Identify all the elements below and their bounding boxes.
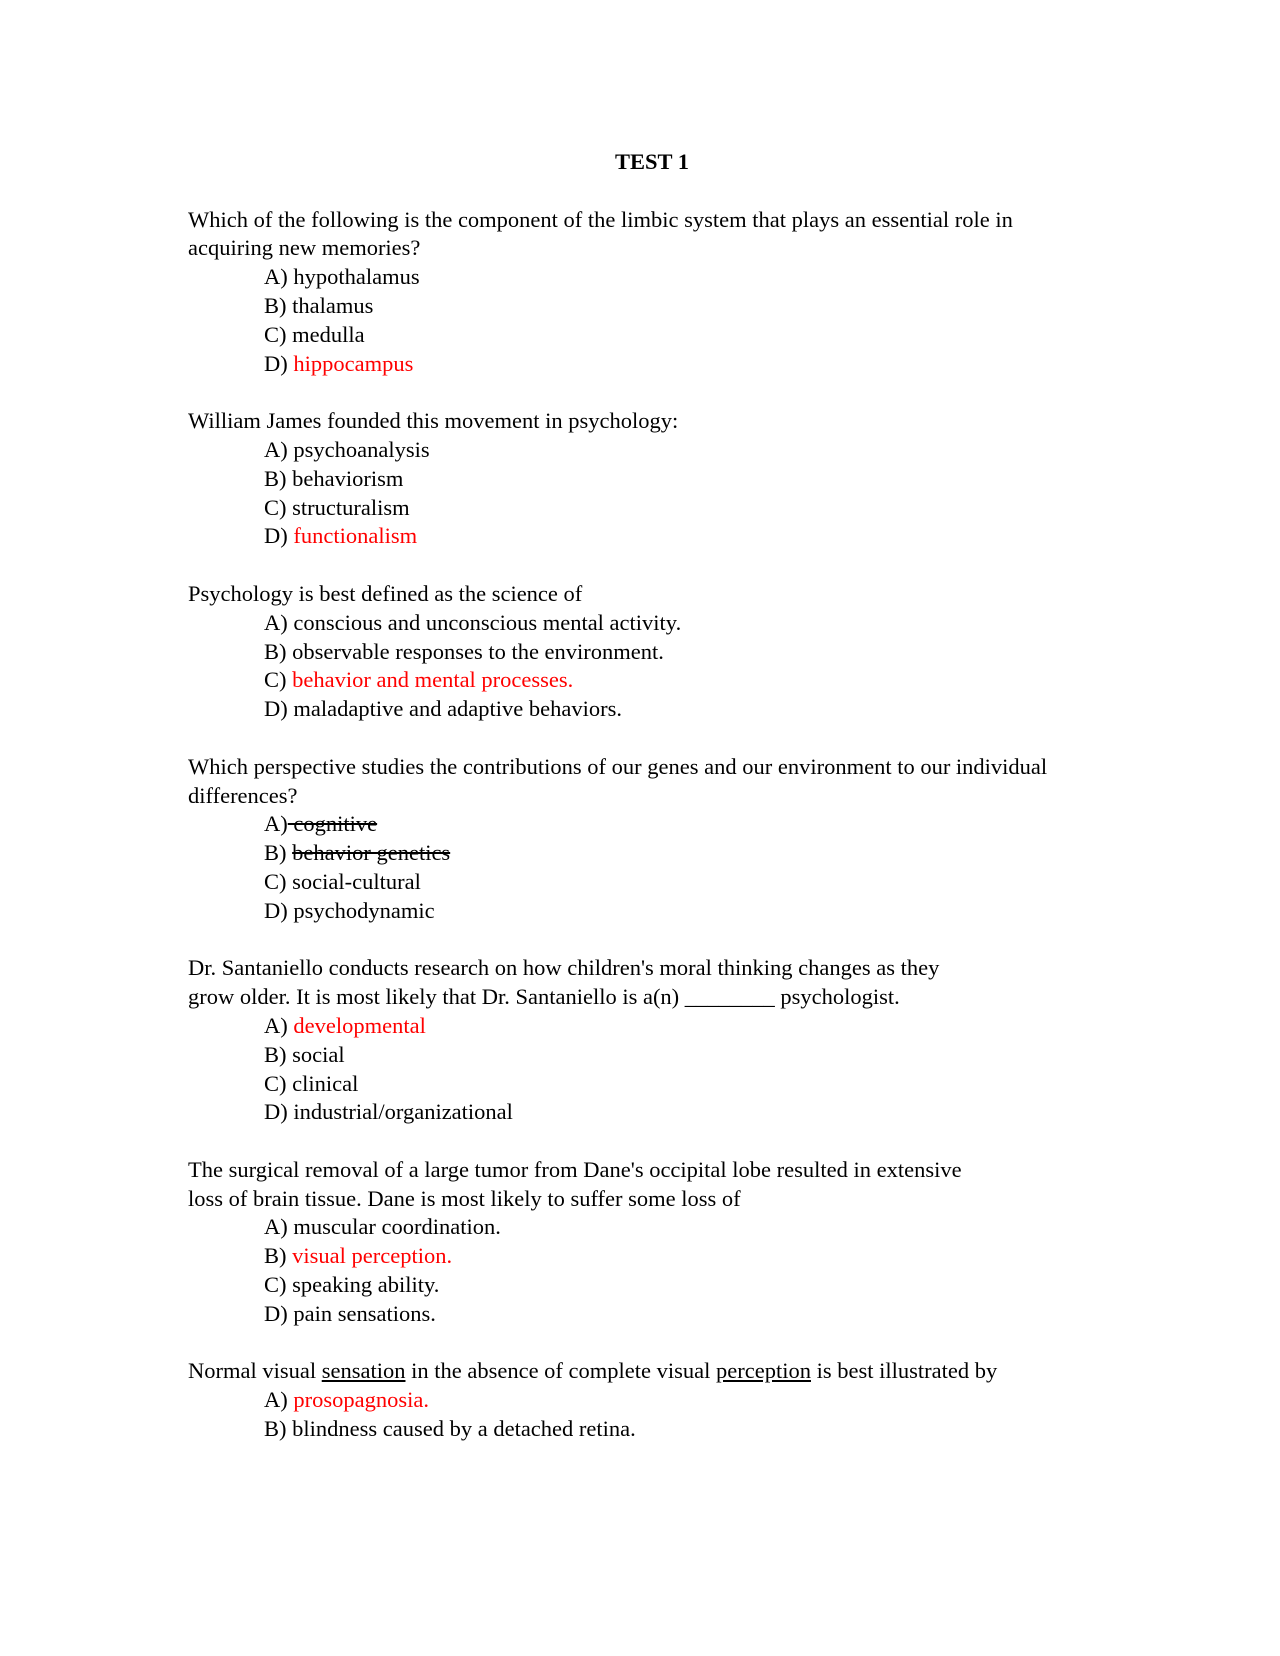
- option-text: pain sensations.: [293, 1300, 436, 1326]
- option-letter: A): [264, 264, 288, 290]
- option-a: [188, 609, 1098, 638]
- option-text: psychoanalysis: [293, 436, 430, 462]
- option-a: [188, 1213, 1098, 1242]
- stem-text: Normal visual: [188, 1358, 322, 1384]
- option-c: [188, 321, 1098, 350]
- option-text: medulla: [292, 321, 365, 347]
- option-text: clinical: [292, 1070, 359, 1096]
- option-b: [188, 1242, 1098, 1271]
- question-stem-line-1: Dr. Santaniello conducts research on how children's moral thinking changes as they: [188, 955, 940, 981]
- option-letter: D): [264, 897, 288, 923]
- option-letter: A): [264, 1214, 288, 1240]
- page-title: TEST 1: [614, 149, 689, 174]
- option-letter: C): [264, 1272, 287, 1298]
- option-a: [188, 263, 1098, 292]
- option-letter: C): [264, 494, 287, 520]
- struck-option-text: behavior genetics: [292, 840, 451, 866]
- question-7: [188, 1357, 1098, 1443]
- option-letter: D): [264, 523, 288, 549]
- option-letter: C): [264, 1070, 287, 1096]
- option-a: [188, 810, 1098, 839]
- option-letter: B): [264, 1041, 287, 1067]
- question-3: [188, 580, 1098, 724]
- option-letter: B): [264, 292, 287, 318]
- question-6: [188, 1156, 1098, 1329]
- question-stem: [188, 1357, 1098, 1386]
- option-b: [188, 465, 1098, 494]
- question-stem: Which perspective studies the contributions of our genes and our environment to our individual differences?: [188, 753, 1048, 808]
- option-b: [188, 638, 1098, 667]
- option-letter: A): [264, 436, 288, 462]
- answer-text: functionalism: [293, 523, 418, 549]
- answer-text: visual perception.: [292, 1243, 453, 1269]
- option-text: observable responses to the environment.: [292, 638, 664, 664]
- underlined-term: perception: [716, 1358, 811, 1384]
- option-letter: D): [264, 1300, 288, 1326]
- option-letter: A): [264, 1012, 288, 1038]
- option-letter: B): [264, 638, 287, 664]
- option-b: [188, 1041, 1098, 1070]
- question-stem-line-2: loss of brain tissue. Dane is most likely to suffer some loss of: [188, 1185, 741, 1211]
- option-d: [188, 1300, 1098, 1329]
- question-stem-line-1: The surgical removal of a large tumor from Dane's occipital lobe resulted in extensive: [188, 1156, 962, 1182]
- option-text: blindness caused by a detached retina.: [292, 1416, 636, 1442]
- option-text: structuralism: [292, 494, 410, 520]
- option-letter: B): [264, 1243, 287, 1269]
- struck-option-text: cognitive: [287, 811, 378, 837]
- option-text: conscious and unconscious mental activity.: [293, 609, 682, 635]
- underlined-term: sensation: [321, 1358, 406, 1384]
- option-b: [188, 839, 1098, 868]
- option-text: maladaptive and adaptive behaviors.: [293, 696, 622, 722]
- option-text: behaviorism: [292, 465, 404, 491]
- option-a: [188, 436, 1098, 465]
- question-stem: Which of the following is the component of the limbic system that plays an essential role in acquiring new memories?: [188, 206, 1013, 261]
- option-text: hypothalamus: [293, 264, 420, 290]
- option-text: speaking ability.: [292, 1272, 440, 1298]
- option-c: [188, 1070, 1098, 1099]
- option-letter: A): [264, 609, 288, 635]
- option-d: [188, 1098, 1098, 1127]
- document-page: [188, 148, 1098, 1473]
- option-b: [188, 292, 1098, 321]
- option-text: muscular coordination.: [293, 1214, 501, 1240]
- option-c: [188, 868, 1098, 897]
- question-5: [188, 954, 1098, 1127]
- option-letter: B): [264, 465, 287, 491]
- option-c: [188, 1271, 1098, 1300]
- option-letter: C): [264, 321, 287, 347]
- option-c: [188, 494, 1098, 523]
- stem-text: in the absence of complete visual: [405, 1358, 717, 1384]
- option-letter: C): [264, 667, 287, 693]
- question-2: [188, 407, 1098, 551]
- option-a: [188, 1386, 1098, 1415]
- option-d: [188, 897, 1098, 926]
- option-text: industrial/organizational: [293, 1099, 513, 1125]
- answer-text: prosopagnosia.: [293, 1387, 429, 1413]
- question-stem: William James founded this movement in psychology:: [188, 408, 679, 434]
- option-letter: D): [264, 696, 288, 722]
- option-c: [188, 666, 1098, 695]
- question-stem-line-2: grow older. It is most likely that Dr. Santaniello is a(n) ________ psychologist.: [188, 984, 900, 1010]
- option-letter: B): [264, 1416, 287, 1442]
- option-letter: C): [264, 868, 287, 894]
- option-letter: D): [264, 1099, 288, 1125]
- option-letter: A): [264, 811, 288, 837]
- option-text: psychodynamic: [293, 897, 435, 923]
- option-a: [188, 1012, 1098, 1041]
- option-text: thalamus: [292, 292, 374, 318]
- answer-text: hippocampus: [293, 350, 414, 376]
- option-text: social-cultural: [292, 868, 421, 894]
- option-d: [188, 522, 1098, 551]
- option-letter: D): [264, 350, 288, 376]
- question-4: [188, 753, 1098, 926]
- option-d: [188, 695, 1098, 724]
- option-d: [188, 350, 1098, 379]
- option-b: [188, 1415, 1098, 1444]
- option-text: social: [292, 1041, 345, 1067]
- question-stem: Psychology is best defined as the science of: [188, 580, 583, 606]
- stem-text: is best illustrated by: [810, 1358, 998, 1384]
- option-letter: A): [264, 1387, 288, 1413]
- option-letter: B): [264, 840, 287, 866]
- question-1: [188, 206, 1098, 379]
- answer-text: developmental: [293, 1012, 426, 1038]
- answer-text: behavior and mental processes.: [292, 667, 574, 693]
